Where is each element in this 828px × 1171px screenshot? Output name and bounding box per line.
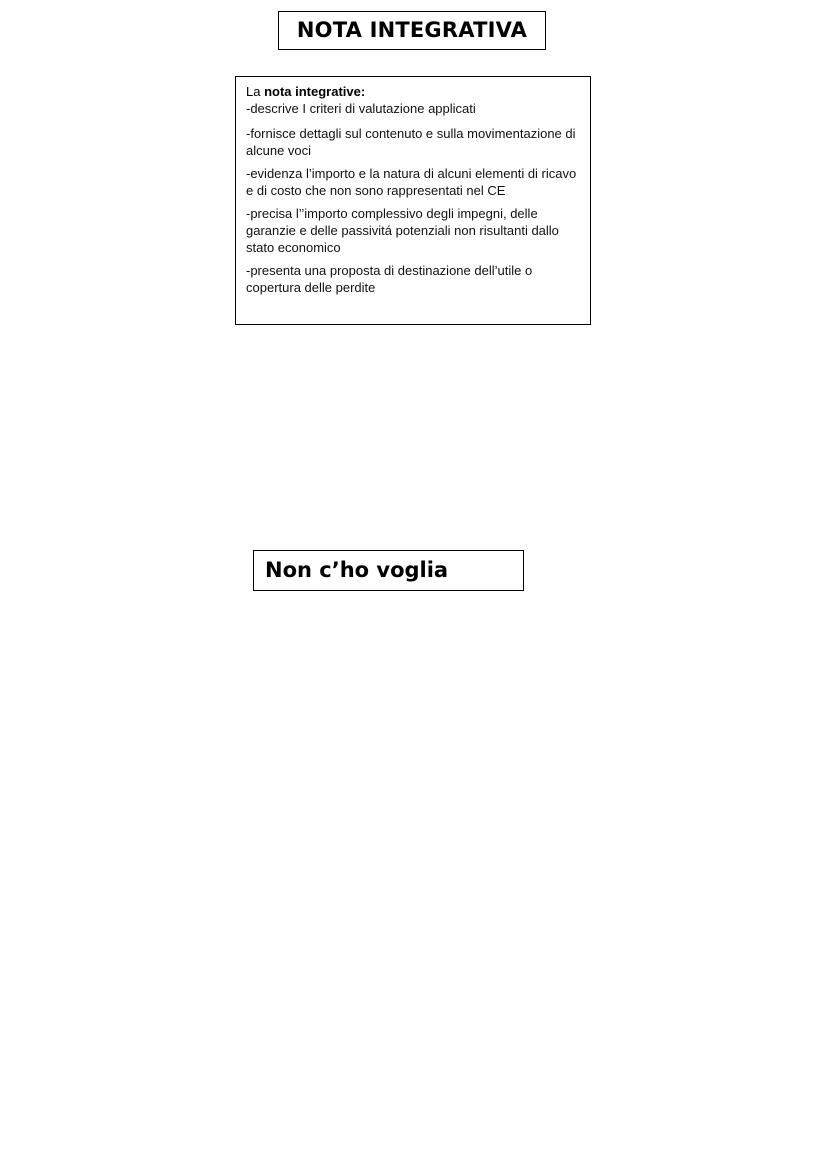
list-item: -presenta una proposta di destinazione dell’utile o copertura delle perdite: [246, 263, 533, 295]
list-item: -precisa l’’importo complessivo degli impegni, delle garanzie e delle passivitá potenziali non risultanti dallo stato economico: [246, 206, 559, 255]
note-box: [253, 550, 524, 591]
intro-line: [246, 84, 580, 100]
list-item: -evidenza l’importo e la natura di alcuni elementi di ricavo e di costo che non sono rappresentati nel CE: [246, 166, 577, 198]
intro-prefix: La: [246, 84, 265, 99]
page-title: NOTA INTEGRATIVA: [296, 18, 528, 42]
intro-bold: nota integrative:: [264, 84, 366, 99]
list-item: -descrive I criteri di valutazione applicati: [246, 101, 476, 116]
title-box: [278, 11, 546, 50]
list-item: -fornisce dettagli sul contenuto e sulla movimentazione di alcune voci: [246, 126, 576, 158]
note-text: Non c’ho voglia: [265, 558, 449, 582]
content-box: [235, 76, 591, 325]
